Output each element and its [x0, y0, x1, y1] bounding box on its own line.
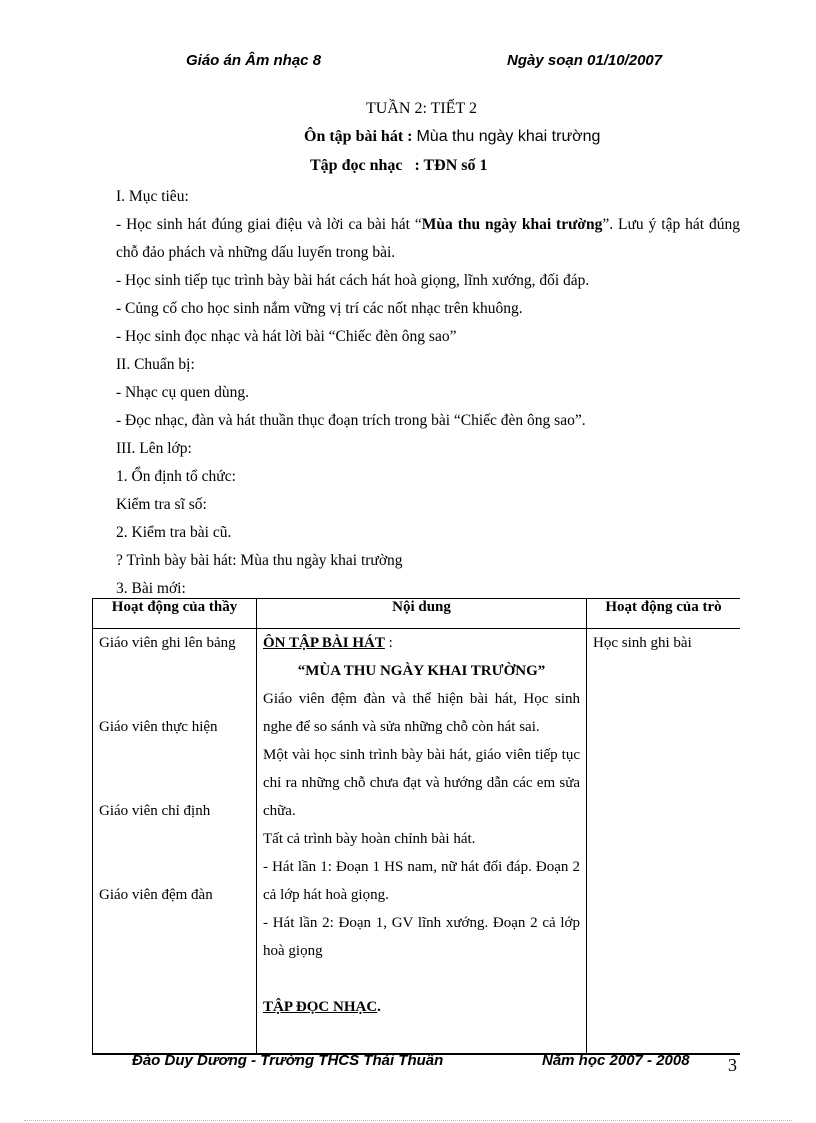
- teacher-act-4: Giáo viên đệm đàn: [99, 887, 213, 903]
- review-heading-colon: :: [384, 635, 393, 651]
- col-header-content: Nội dung: [257, 599, 587, 629]
- step-1-detail: Kiểm tra sĩ số:: [116, 496, 207, 513]
- content-para-4: - Hát lần 1: Đoạn 1 HS nam, nữ hát đối đáp. Đoạn 2 cả lớp hát hoà giọng.: [263, 859, 580, 903]
- content-para-1: Giáo viên đệm đàn và thể hiện bài hát, Học sinh nghe để so sánh và sửa những chỗ còn hát sai.: [263, 691, 580, 735]
- song-name-bold: Mùa thu ngày khai trường: [421, 216, 603, 233]
- song-title: “MÙA THU NGÀY KHAI TRƯỜNG”: [297, 663, 546, 679]
- step-1: 1. Ổn định tổ chức:: [116, 468, 236, 485]
- week-title: TUẦN 2: TIẾT 2: [366, 100, 477, 117]
- page-number: 3: [728, 1055, 737, 1075]
- section-preparation: II. Chuẩn bị:: [116, 356, 195, 373]
- activity-table-wrap: [92, 598, 740, 1055]
- footer-author: Đào Duy Dương - Trường THCS Thái Thuần: [132, 1052, 444, 1069]
- header-left: Giáo án Âm nhạc 8: [186, 52, 322, 69]
- teacher-act-3: Giáo viên chỉ định: [99, 803, 211, 819]
- teacher-act-2: Giáo viên thực hiện: [99, 719, 218, 735]
- objective-4: - Học sinh đọc nhạc và hát lời bài “Chiếc đèn ông sao”: [116, 328, 457, 345]
- activity-table: [92, 598, 740, 1055]
- col-header-teacher: Hoạt động của thầy: [93, 599, 257, 629]
- prep-1: - Nhạc cụ quen dùng.: [116, 384, 249, 401]
- lesson-body: [116, 183, 740, 603]
- content-cell: [257, 629, 587, 1056]
- lesson-value: Mùa thu ngày khai trường: [416, 128, 601, 145]
- prep-2: - Đọc nhạc, đàn và hát thuần thục đoạn trích trong bài “Chiếc đèn ông sao”.: [116, 412, 586, 429]
- section-class: III. Lên lớp:: [116, 440, 192, 457]
- step-3: 3. Bài mới:: [116, 580, 186, 597]
- objective-3: - Củng cố cho học sinh nắm vững vị trí các nốt nhạc trên khuông.: [116, 300, 523, 317]
- step-2: 2. Kiểm tra bài cũ.: [116, 524, 232, 541]
- teacher-act-1: Giáo viên ghi lên bảng: [99, 635, 236, 651]
- student-activities: [587, 629, 741, 1056]
- reading-value: : TĐN số 1: [414, 157, 488, 174]
- content-heading-2: [263, 993, 580, 1021]
- content-para-5: - Hát lần 2: Đoạn 1, GV lĩnh xướng. Đoạn 2 cả lớp hoà giọng: [263, 915, 580, 959]
- objective-1: [116, 211, 740, 267]
- reading-heading-dot: .: [377, 999, 381, 1015]
- review-heading: ÔN TẬP BÀI HÁT: [263, 635, 385, 651]
- reading-heading: TẬP ĐỌC NHẠC: [263, 999, 378, 1015]
- page-edge-divider: [24, 1120, 792, 1121]
- lesson-title: [304, 128, 600, 146]
- reading-title: [310, 157, 488, 175]
- objective-1-rest: ”. Lưu ý tập hát đúng chỗ đảo phách và những dấu luyến trong bài.: [116, 216, 740, 261]
- objective-1-text: - Học sinh hát đúng giai điệu và lời ca bài hát “: [116, 216, 422, 233]
- header-right: Ngày soạn 01/10/2007: [507, 52, 663, 69]
- content-spacer: [263, 965, 580, 993]
- content-para-2: Một vài học sinh trình bày bài hát, giáo viên tiếp tục chỉ ra những chỗ chưa đạt và hướng dẫn các em sửa chữa.: [263, 747, 580, 819]
- col-header-student: Hoạt động của trò: [587, 599, 741, 629]
- content-heading-1: [263, 629, 580, 657]
- footer-year: Năm học 2007 - 2008: [542, 1052, 690, 1069]
- section-objectives: I. Mục tiêu:: [116, 188, 189, 205]
- student-act-1: Học sinh ghi bài: [593, 635, 692, 651]
- lesson-label: Ôn tập bài hát :: [304, 128, 413, 145]
- teacher-activities: [93, 629, 257, 1056]
- objective-2: - Học sinh tiếp tục trình bày bài hát cách hát hoà giọng, lĩnh xướng, đối đáp.: [116, 272, 590, 289]
- step-2-detail: ? Trình bày bài hát: Mùa thu ngày khai trường: [116, 552, 403, 569]
- content-para-3: Tất cả trình bày hoàn chỉnh bài hát.: [263, 831, 476, 847]
- reading-label: Tập đọc nhạc: [310, 157, 403, 174]
